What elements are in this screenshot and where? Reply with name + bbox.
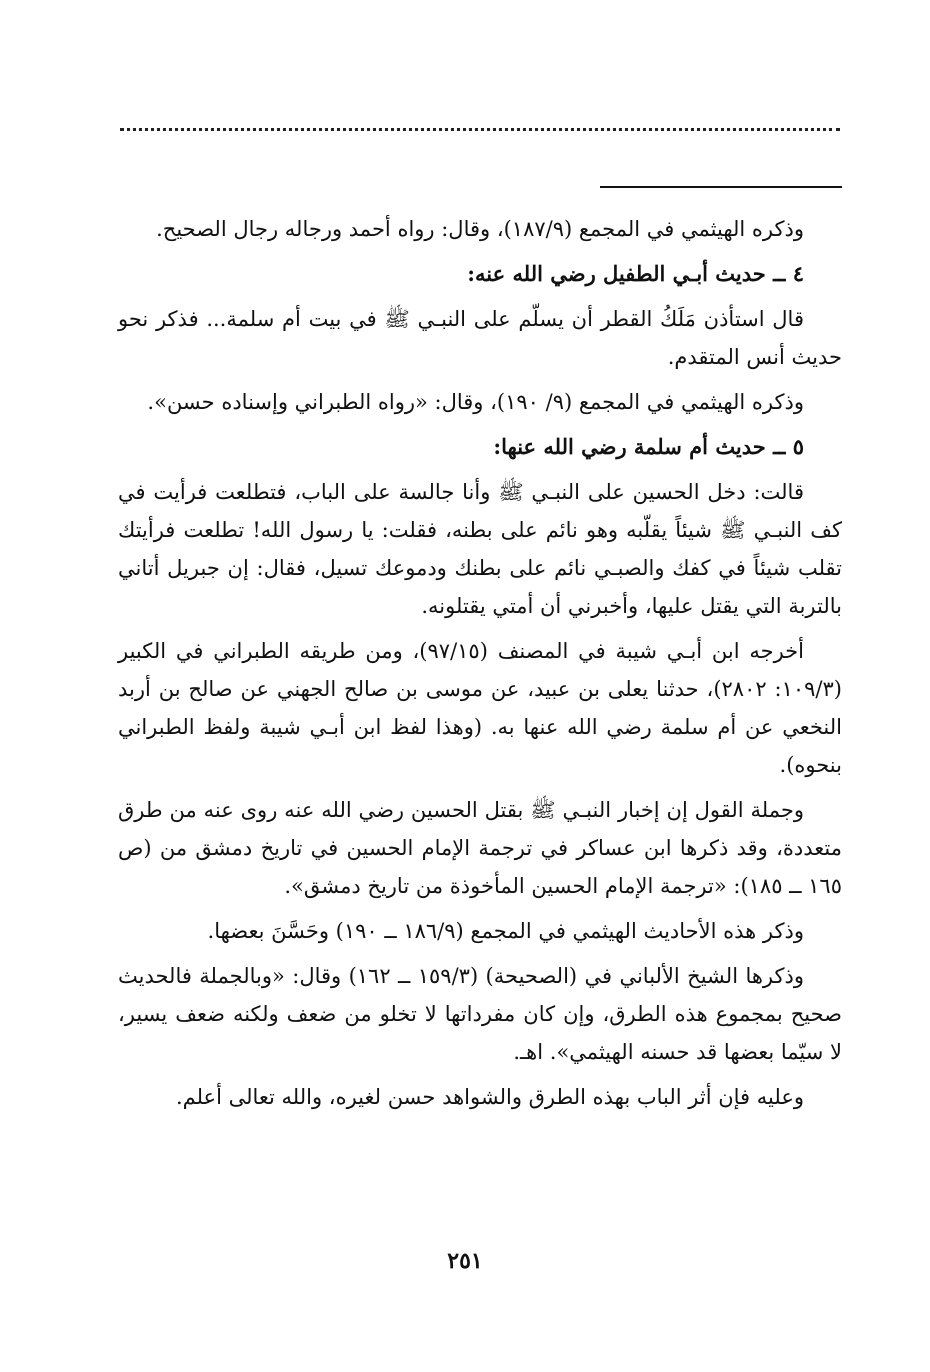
page-body <box>118 210 842 1123</box>
paragraph: وذكر هذه الأحاديث الهيثمي في المجمع (١٨٦/٩ ــ ١٩٠) وحَسَّنَ بعضها. <box>207 919 804 943</box>
paragraph: قالت: دخل الحسين على النبـي ﷺ وأنا جالسة على الباب، فتطلعت فرأيت في كف النبـي ﷺ شيئاً يقلّبه وهو نائم على بطنه، فقلت: يا رسول الله! تطلعت فرأيتك تقلب شيئاً في كفك والصبـي نائم على بطنك ودموعك تسيل، فقال: إن جبريل أتاني بالتربة التي يقتل عليها، وأخبرني أن أمتي يقتلونه. <box>118 480 842 618</box>
paragraph: وذكره الهيثمي في المجمع (٩/ ١٩٠)، وقال: «رواه الطبراني وإسناده حسن». <box>147 390 804 414</box>
section-heading: ٥ ــ حديث أم سلمة رضي الله عنها: <box>493 434 804 459</box>
dotted-separator <box>120 128 840 131</box>
page-number: ٢٥١ <box>447 1248 483 1274</box>
paragraph: وجملة القول إن إخبار النبـي ﷺ بقتل الحسين رضي الله عنه روى عنه من طرق متعددة، وقد ذكرها ابن عساكر في ترجمة الإمام الحسين في تاريخ دمشق من (ص ١٦٥ ــ ١٨٥): «ترجمة الإمام الحسين المأخوذة من تاريخ دمشق». <box>118 798 842 898</box>
footnote-rule <box>600 186 842 188</box>
paragraph: أخرجه ابن أبـي شيبة في المصنف (٩٧/١٥)، ومن طريقه الطبراني في الكبير (١٠٩/٣: ٢٨٠٢)، حدثنا يعلى بن عبيد، عن موسى بن صالح الجهني عن صالح بن أربد النخعي عن أم سلمة رضي الله عنها به. (وهذا لفظ ابن أبـي شيبة ولفظ الطبراني بنحوه). <box>118 639 842 777</box>
paragraph: وعليه فإن أثر الباب بهذه الطرق والشواهد حسن لغيره، والله تعالى أعلم. <box>175 1085 804 1109</box>
section-heading: ٤ ــ حديث أبـي الطفيل رضي الله عنه: <box>467 261 804 286</box>
paragraph: وذكرها الشيخ الألباني في (الصحيحة) (١٥٩/٣ ــ ١٦٢) وقال: «وبالجملة فالحديث صحيح بمجموع هذه الطرق، وإن كان مفرداتها لا تخلو من ضعف ولكنه ضعف يسير، لا سيّما بعضها قد حسنه الهيثمي». اهـ. <box>118 964 842 1064</box>
paragraph: قال استأذن مَلَكُ القطر أن يسلّم على النبـي ﷺ في بيت أم سلمة... فذكر نحو حديث أنس المتقدم. <box>118 307 842 369</box>
paragraph: وذكره الهيثمي في المجمع (١٨٧/٩)، وقال: رواه أحمد ورجاله رجال الصحيح. <box>156 217 804 241</box>
